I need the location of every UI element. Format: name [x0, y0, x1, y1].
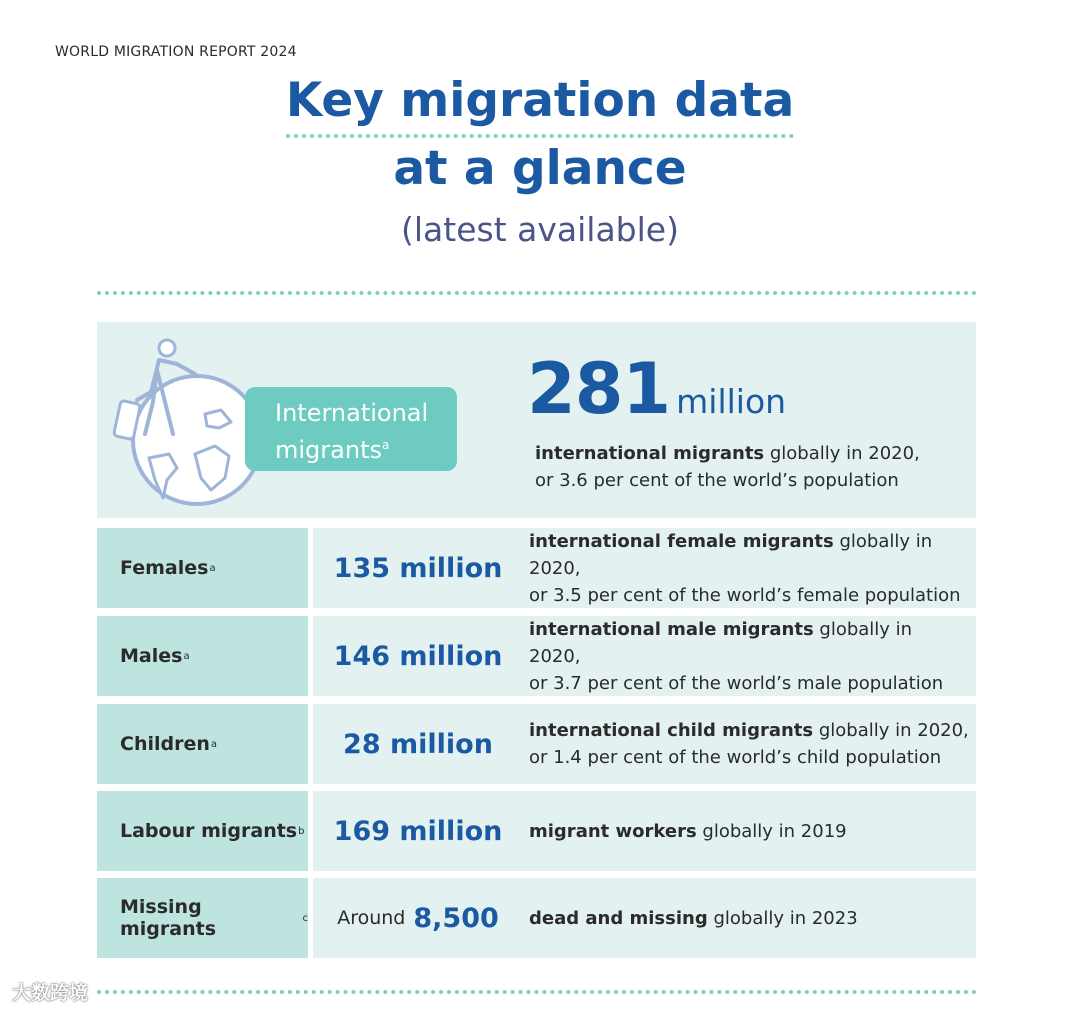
hero-desc-bold: international migrants: [535, 443, 765, 464]
row-label: Females a: [97, 528, 308, 608]
row-label: Labour migrants b: [97, 791, 308, 871]
hero-label-line1: International: [275, 399, 429, 427]
hero-desc-rest: globally in 2020,: [764, 443, 920, 464]
hero-label-line2: migrants: [275, 436, 382, 464]
table-row: [97, 616, 976, 696]
row-label: Missing migrants c: [97, 878, 308, 958]
row-description: international female migrants globally in 2020, or 3.5 per cent of the world’s female population: [529, 530, 961, 606]
row-label: Children a: [97, 704, 308, 784]
row-value: Around 8,500: [337, 902, 499, 934]
row-description: migrant workers globally in 2019: [529, 820, 847, 842]
row-content: [313, 878, 976, 958]
title-block: [0, 72, 1080, 249]
row-value: 169 million: [333, 815, 503, 847]
hero-desc-line2: or 3.6 per cent of the world’s population: [535, 470, 899, 491]
row-value: 146 million: [333, 640, 503, 672]
page-subtitle: (latest available): [401, 210, 679, 249]
page-title-line2: at a glance: [393, 141, 687, 196]
top-dotted-divider: [97, 291, 977, 295]
hero-label-footnote: a: [381, 438, 390, 452]
hero-panel: [97, 322, 976, 518]
row-footnote: a: [209, 562, 216, 574]
row-description: dead and missing globally in 2023: [529, 907, 858, 929]
hero-number-unit: million: [676, 382, 787, 421]
row-label: Males a: [97, 616, 308, 696]
table-row: [97, 528, 976, 608]
watermark: 大数跨境: [12, 982, 89, 1004]
row-content: [313, 528, 976, 608]
hero-label-pill: [245, 387, 457, 471]
row-description: international male migrants globally in 2020, or 3.7 per cent of the world’s male population: [529, 618, 944, 694]
table-row: [97, 704, 976, 784]
report-name: WORLD MIGRATION REPORT 2024: [55, 44, 297, 60]
row-value: 28 million: [343, 728, 493, 760]
traveller-globe-icon: [107, 330, 267, 510]
row-description: international child migrants globally in 2020, or 1.4 per cent of the world’s child population: [529, 720, 969, 768]
row-content: [313, 616, 976, 696]
hero-description: [535, 440, 955, 494]
row-content: [313, 791, 976, 871]
bottom-dotted-divider: [97, 990, 977, 994]
row-value: 135 million: [333, 552, 503, 584]
table-row: [97, 878, 976, 958]
row-value-prefix: Around: [337, 907, 406, 929]
row-footnote: b: [298, 825, 305, 837]
hero-number-value: 281: [527, 348, 671, 430]
hero-number: [527, 348, 786, 430]
page-title-line1: Key migration data: [286, 72, 794, 138]
row-footnote: c: [302, 912, 308, 924]
row-content: [313, 704, 976, 784]
row-footnote: a: [210, 738, 218, 750]
row-footnote: a: [183, 650, 190, 662]
table-row: [97, 791, 976, 871]
